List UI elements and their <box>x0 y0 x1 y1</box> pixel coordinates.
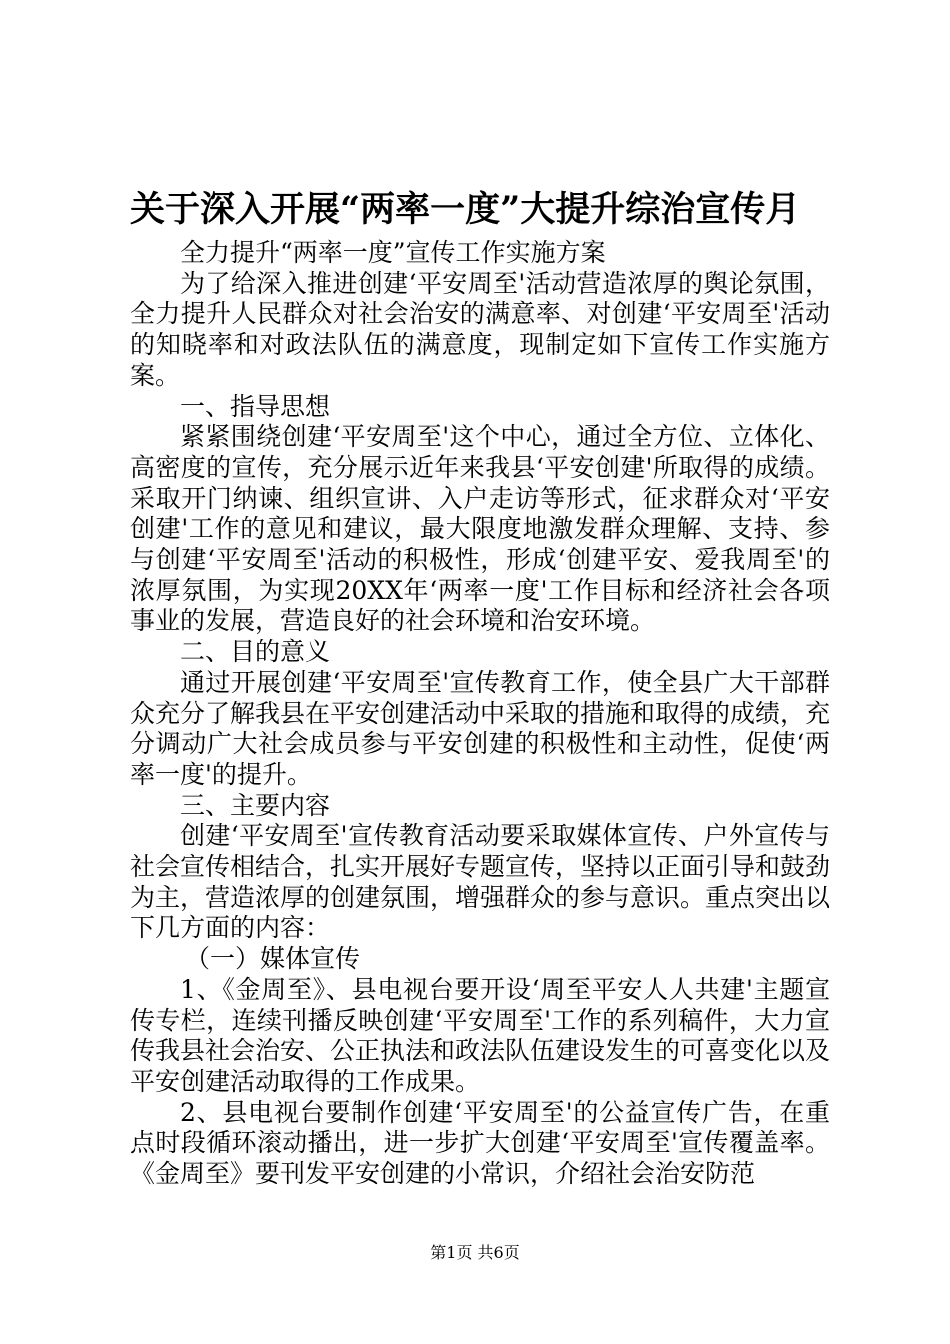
main-content-paragraph: 创建‘平安周至'宣传教育活动要采取媒体宣传、户外宣传与社会宣传相结合，扎实开展好专题宣传，坚持以正面引导和鼓劲为主，营造浓厚的创建氛围，增强群众的参与意识。重点突出以下几方面的内容： <box>130 821 831 943</box>
media-item-1-paragraph: 1、《金周至》、县电视台要开设‘周至平安人人共建'主题宣传专栏，连续刊播反映创建‘平安周至'工作的系列稿件，大力宣传我县社会治安、公正执法和政法队伍建设发生的可喜变化以及平安创建活动取得的工作成果。 <box>130 974 831 1096</box>
guiding-ideology-paragraph: 紧紧围绕创建‘平安周至'这个中心，通过全方位、立体化、高密度的宣传，充分展示近年来我县‘平安创建'所取得的成绩。采取开门纳谏、组织宣讲、入户走访等形式，征求群众对‘平安创建'工作的意见和建议，最大限度地激发群众理解、支持、参与创建‘平安周至'活动的积极性，形成‘创建平安、爱我周至'的浓厚氛围，为实现20XX年‘两率一度'工作目标和经济社会各项事业的发展，营造良好的社会环境和治安环境。 <box>130 422 830 636</box>
intro-paragraph: 为了给深入推进创建‘平安周至'活动营造浓厚的舆论氛围，全力提升人民群众对社会治安的满意率、对创建‘平安周至'活动的知晓率和对政法队伍的满意度，现制定如下宣传工作实施方案。 <box>130 268 830 390</box>
subsection-heading-media: （一）媒体宣传 <box>185 944 361 974</box>
document-body <box>130 238 830 1190</box>
section-heading-guiding-ideology: 一、指导思想 <box>180 391 331 421</box>
section-heading-main-content: 三、主要内容 <box>180 790 331 820</box>
subtitle-paragraph: 全力提升“两率一度”宣传工作实施方案 <box>180 238 606 267</box>
section-heading-purpose: 二、目的意义 <box>180 637 331 667</box>
purpose-paragraph: 通过开展创建‘平安周至'宣传教育工作，使全县广大干部群众充分了解我县在平安创建活动中采取的措施和取得的成绩，充分调动广大社会成员参与平安创建的积极性和主动性，促使‘两率一度'的提升。 <box>130 667 831 789</box>
page-footer: 第1页 共6页 <box>430 1243 520 1262</box>
media-item-2-paragraph: 2、县电视台要制作创建‘平安周至'的公益宣传广告，在重点时段循环滚动播出，进一步扩大创建‘平安周至'宣传覆盖率。《金周至》要刊发平安创建的小常识，介绍社会治安防范 <box>130 1097 830 1189</box>
document-title: 关于深入开展“两率一度”大提升综治宣传月 <box>130 189 801 230</box>
